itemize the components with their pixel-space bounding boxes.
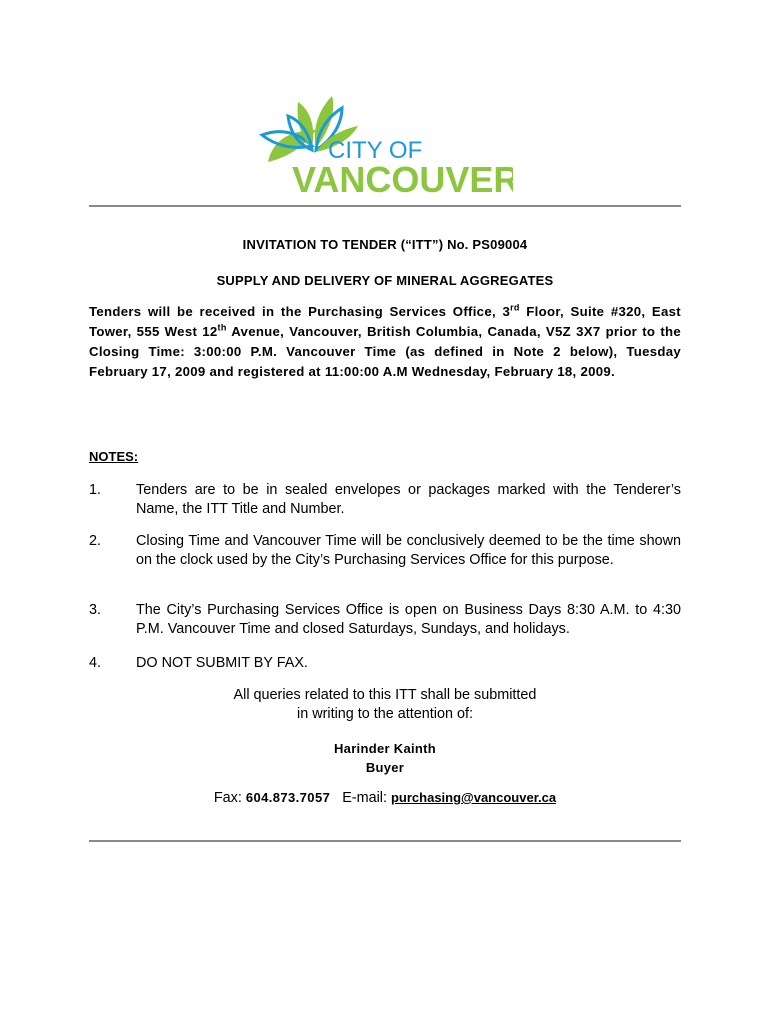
email-link[interactable]: purchasing@vancouver.ca [390,790,557,805]
fax-label: Fax: [213,790,246,806]
intro-part3: Avenue, Vancouver, British Columbia, Canada, V5Z 3X7 prior to the Closing Time: 3:00:00 P.M. Vancouver Time (as defined in Note 2 below), Tuesday February 17, 2009 and registered at 11:00:00 A.M Wednesday, February 18, 2009. [89,324,682,379]
queries-instructions [89,686,681,724]
note-item [89,601,681,639]
note-text: The City’s Purchasing Services Office is open on Business Days 8:30 A.M. to 4:30 P.M. Vancouver Time and closed Saturdays, Sundays, and holidays. [136,602,681,637]
note-text: Tenders are to be in sealed envelopes or packages marked with the Tenderer’s Name, the ITT Title and Number. [136,482,681,517]
logo-line1: CITY OF [328,137,423,164]
intro-sup1: rd [510,302,520,313]
intro-part2: Floor, Suite #320, East Tower, 555 West 12 [89,304,681,339]
note-number: 1. [89,482,102,498]
note-item [89,481,681,519]
note-text: DO NOT SUBMIT BY FAX. [136,655,308,671]
logo-line2: VANCOUVER [292,159,513,198]
note-item [89,532,681,570]
intro-sup2: th [217,322,227,333]
note-text: Closing Time and Vancouver Time will be conclusively deemed to be the time shown on the clock used by the City’s Purchasing Services Office for this purpose. [136,533,681,568]
fax-number: 604.873.7057 [245,790,331,805]
leaf-logo-icon [258,90,513,198]
note-item [89,654,681,673]
note-number: 3. [89,602,102,618]
buyer-role: Buyer [365,760,405,775]
buyer-name: Harinder Kainth [333,741,436,756]
city-of-vancouver-logo [258,90,513,198]
bottom-divider [89,840,681,842]
document-subtitle: SUPPLY AND DELIVERY OF MINERAL AGGREGATES [216,273,554,288]
queries-line2: in writing to the attention of: [297,706,473,722]
notes-heading: NOTES: [89,449,139,464]
note-number: 4. [89,655,102,671]
queries-line1: All queries related to this ITT shall be submitted [233,687,537,703]
intro-part1: Tenders will be received in the Purchasing Services Office, 3 [89,304,511,319]
contact-line [89,790,681,806]
top-divider [89,205,681,207]
buyer-block [89,739,681,777]
document-title: INVITATION TO TENDER (“ITT”) No. PS09004 [242,237,528,252]
note-number: 2. [89,533,102,549]
email-label: E-mail: [342,790,391,806]
intro-paragraph [89,302,681,382]
